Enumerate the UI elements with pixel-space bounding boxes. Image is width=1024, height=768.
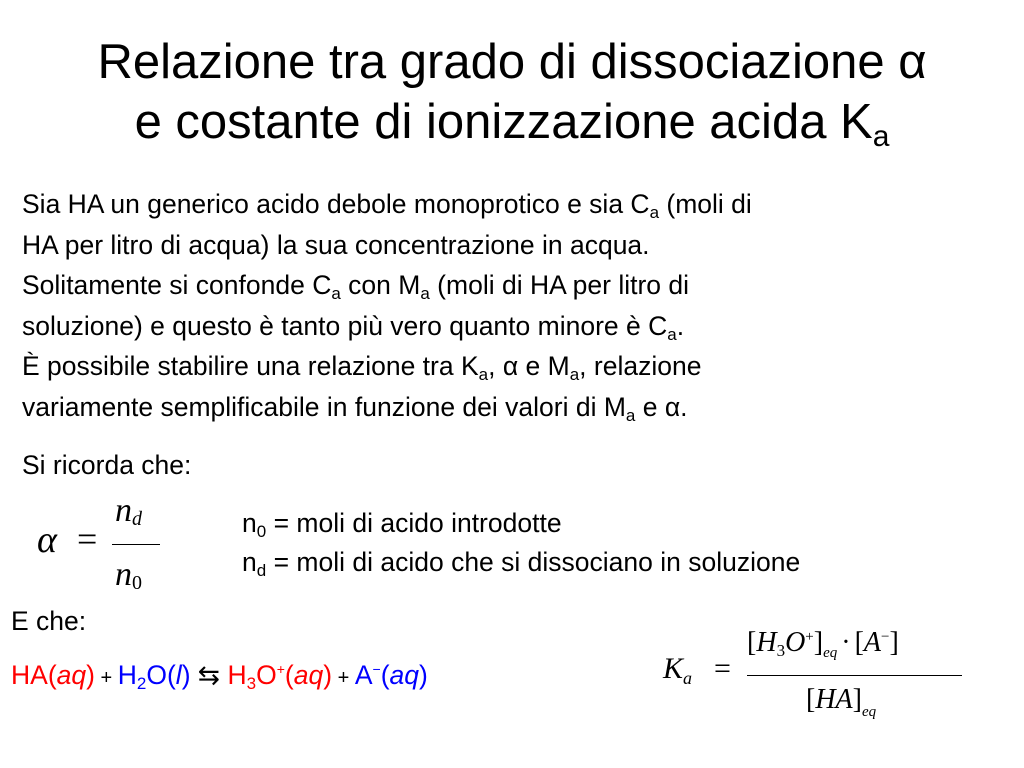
e-che-label: E che: xyxy=(11,606,87,636)
para-line-3: Solitamente si confonde $C_a$ con $M_a$ (moli di HA per litro di xyxy=(22,270,690,303)
def-nd: $n_d$ = moli di acido che si dissociano in soluzione xyxy=(242,547,801,580)
para-line-5: È possibile stabilire una relazione tra $K_a$, α e $M_a$, relazione xyxy=(22,351,702,384)
title-line-2-text: e costante di ionizzazione acida K xyxy=(134,95,873,149)
def-n0: $n_0$ = moli di acido introdotte xyxy=(242,508,562,541)
para-line-2: HA per litro di acqua) la sua concentrazione in acqua. xyxy=(22,229,650,260)
equilibrium-arrow-icon: ⇆ xyxy=(190,660,228,690)
title-line-2 xyxy=(0,92,1024,152)
alpha-denominator: $n_0$ xyxy=(115,556,142,594)
ka-numerator: $[H_3O^+]_{eq} \cdot [A^-]$ xyxy=(747,627,899,661)
title-ka-subscript: a xyxy=(872,120,890,153)
recall-label: Si ricorda che: xyxy=(22,450,192,480)
ka-denominator: $[HA]_{eq}$ xyxy=(806,684,877,720)
alpha-numerator: $n_d$ xyxy=(115,492,142,530)
alpha-equals: = xyxy=(77,519,98,559)
product-anion: A−(aq) xyxy=(354,660,428,690)
slide-title xyxy=(0,32,1024,152)
ka-fraction-bar xyxy=(747,675,962,676)
intro-paragraph xyxy=(22,184,752,427)
reactant-h2o: $H_2O(l)$ xyxy=(117,660,191,693)
dissociation-reaction: $HA(aq) + H_2O(l)$ ⇆ $H_3O^+(aq) + A^-(aq)$ xyxy=(11,660,428,693)
ka-equals: = xyxy=(714,652,731,685)
para-line-4: soluzione) e questo è tanto più vero quanto minore è $C_a$. xyxy=(22,310,685,344)
para-line-6: variamente semplificabile in funzione dei valori di $M_a$ e α. xyxy=(22,391,688,425)
alpha-symbol: α xyxy=(37,519,57,561)
alpha-fraction-bar xyxy=(112,544,160,545)
para-line-1: Sia HA un generico acido debole monoprotico e sia $C_a$ (moli di xyxy=(22,189,752,222)
title-line-1: Relazione tra grado di dissociazione α xyxy=(97,35,927,89)
ka-symbol: $K_a$ xyxy=(663,652,693,688)
product-h3o: $H_3O^+(aq)$ xyxy=(227,660,333,693)
reactant-ha: HA(aq) xyxy=(11,660,95,690)
